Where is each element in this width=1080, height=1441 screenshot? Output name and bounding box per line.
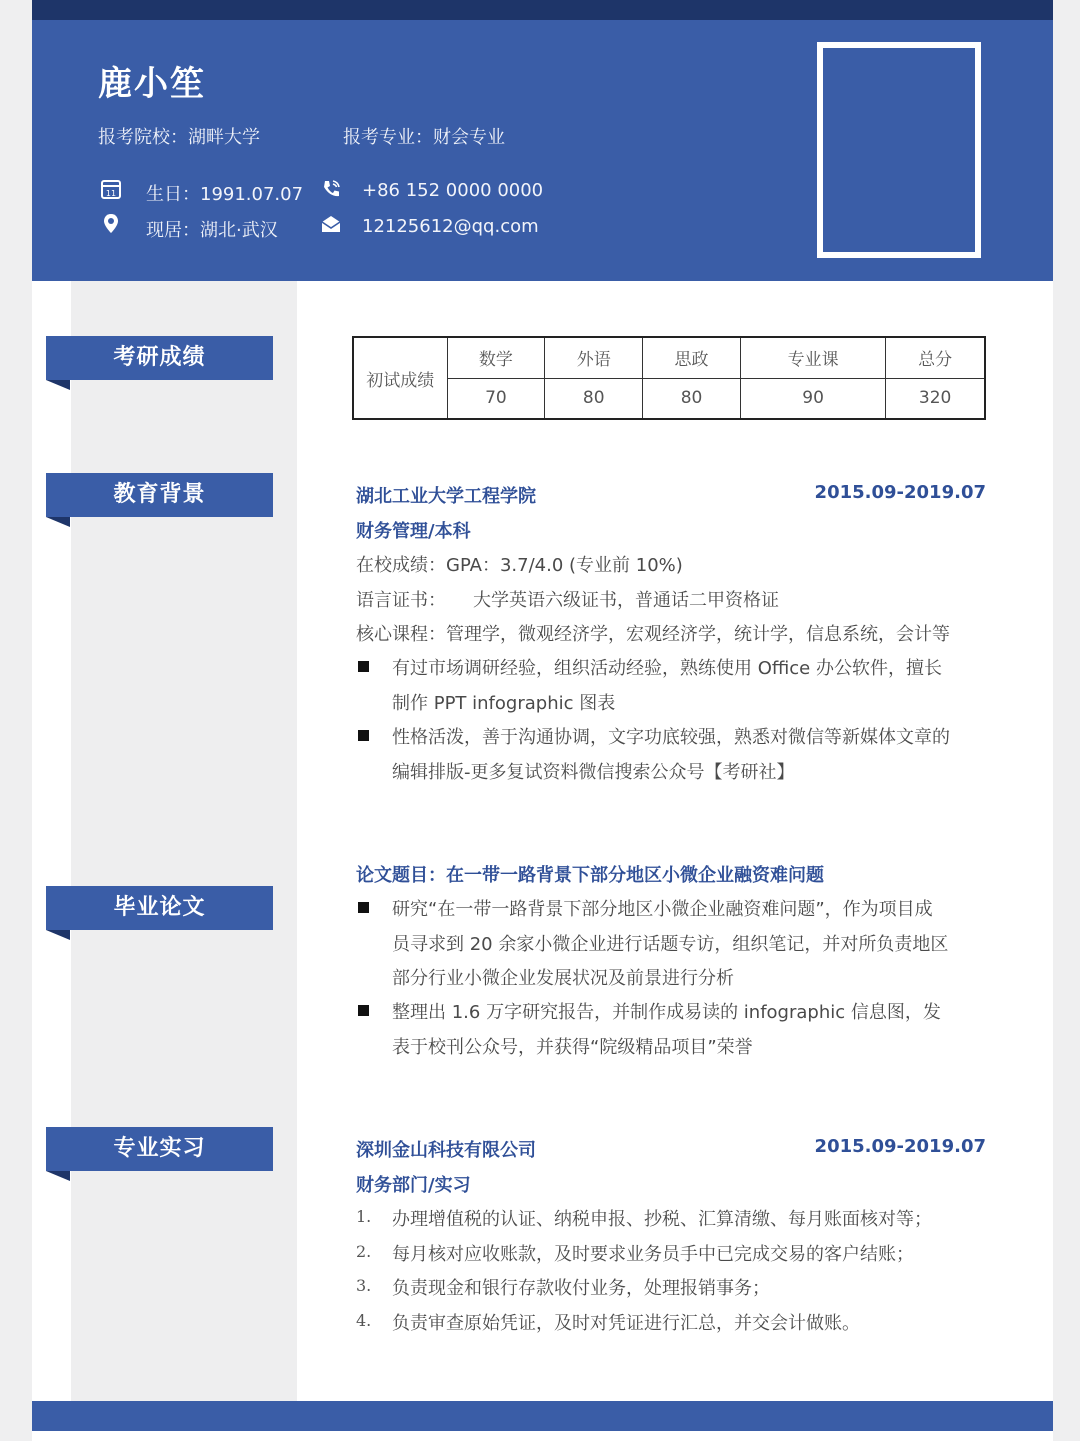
section-internship: 专业实习 [46,1127,273,1171]
email-icon [320,213,342,235]
resume-page [32,0,1053,1441]
score-value: 70 [447,378,545,419]
sidebar [71,281,297,1401]
calendar-icon [100,178,122,200]
score-value: 80 [545,378,643,419]
internship-item: 每月核对应收账款，及时要求业务员手中已完成交易的客户结账； [392,1244,914,1265]
education-school: 湖北工业大学工程学院 [356,486,536,507]
internship-company: 深圳金山科技有限公司 [356,1140,536,1161]
footer-margin [32,1431,1053,1441]
score-header: 思政 [643,337,741,378]
top-strip [32,0,1053,20]
education-block [356,482,986,782]
list-number: 1. [356,1207,372,1226]
location-pin-icon [100,213,122,235]
phone-number: +86 152 0000 0000 [362,180,544,201]
bullet-marker [358,661,369,672]
education-bullet-1: 有过市场调研经验，组织活动经验，熟练使用 Office 办公软件，擅长 [392,658,942,679]
score-value: 320 [886,378,985,419]
education-gpa: 在校成绩：GPA：3.7/4.0 (专业前 10%) [356,555,683,576]
target-school: 报考院校：湖畔大学 [98,127,260,148]
education-bullet-2-cont: 编辑排版-更多复试资料微信搜索公众号【考研社】 [392,762,795,783]
education-bullet-1-cont: 制作 PPT infographic 图表 [392,693,616,714]
thesis-title: 论文题目：在一带一路背景下部分地区小微企业融资难问题 [356,865,824,886]
list-number: 4. [356,1311,372,1330]
current-location: 现居：湖北·武汉 [146,220,278,241]
scores-row-label: 初试成绩 [353,337,447,419]
photo-frame [817,42,981,258]
footer-bar [32,1401,1053,1431]
phone-icon [320,178,342,200]
internship-block [356,1136,986,1336]
internship-role: 财务部门/实习 [356,1175,471,1196]
birthday: 生日：1991.07.07 [146,184,304,205]
thesis-bullet-2-cont: 表于校刊公众号，并获得“院级精品项目”荣誉 [392,1037,753,1058]
education-bullet-2: 性格活泼，善于沟通协调，文字功底较强，熟悉对微信等新媒体文章的 [392,727,950,748]
thesis-block [356,861,986,1061]
bullet-marker [358,730,369,741]
education-certs: 语言证书： 大学英语六级证书，普通话二甲资格证 [356,590,779,611]
list-number: 3. [356,1276,372,1295]
email-address: 12125612@qq.com [362,216,539,237]
section-scores: 考研成绩 [46,336,273,380]
thesis-bullet-1: 研究“在一带一路背景下部分地区小微企业融资难问题”，作为项目成 [392,899,933,920]
bullet-marker [358,1005,369,1016]
scores-table [352,336,986,420]
thesis-bullet-2: 整理出 1.6 万字研究报告，并制作成易读的 infographic 信息图，发 [392,1002,941,1023]
header [32,20,1053,281]
education-degree: 财务管理/本科 [356,521,471,542]
score-header: 总分 [886,337,985,378]
internship-item: 负责现金和银行存款收付业务，处理报销事务； [392,1278,770,1299]
internship-date: 2015.09-2019.07 [814,1136,986,1157]
score-header: 专业课 [740,337,885,378]
bullet-marker [358,902,369,913]
section-thesis: 毕业论文 [46,886,273,930]
score-value: 90 [740,378,885,419]
education-date: 2015.09-2019.07 [814,482,986,503]
internship-item: 负责审查原始凭证，及时对凭证进行汇总，并交会计做账。 [392,1313,860,1334]
internship-item: 办理增值税的认证、纳税申报、抄税、汇算清缴、每月账面核对等； [392,1209,932,1230]
candidate-name: 鹿小笙 [98,64,206,104]
target-major: 报考专业：财会专业 [343,127,505,148]
section-education: 教育背景 [46,473,273,517]
score-value: 80 [643,378,741,419]
thesis-bullet-1-cont2: 部分行业小微企业发展状况及前景进行分析 [392,968,734,989]
svg-text:11: 11 [105,189,117,198]
thesis-bullet-1-cont: 员寻求到 20 余家小微企业进行话题专访，组织笔记，并对所负责地区 [392,934,949,955]
score-header: 数学 [447,337,545,378]
list-number: 2. [356,1242,372,1261]
education-courses: 核心课程：管理学，微观经济学，宏观经济学，统计学，信息系统，会计等 [356,624,950,645]
score-header: 外语 [545,337,643,378]
